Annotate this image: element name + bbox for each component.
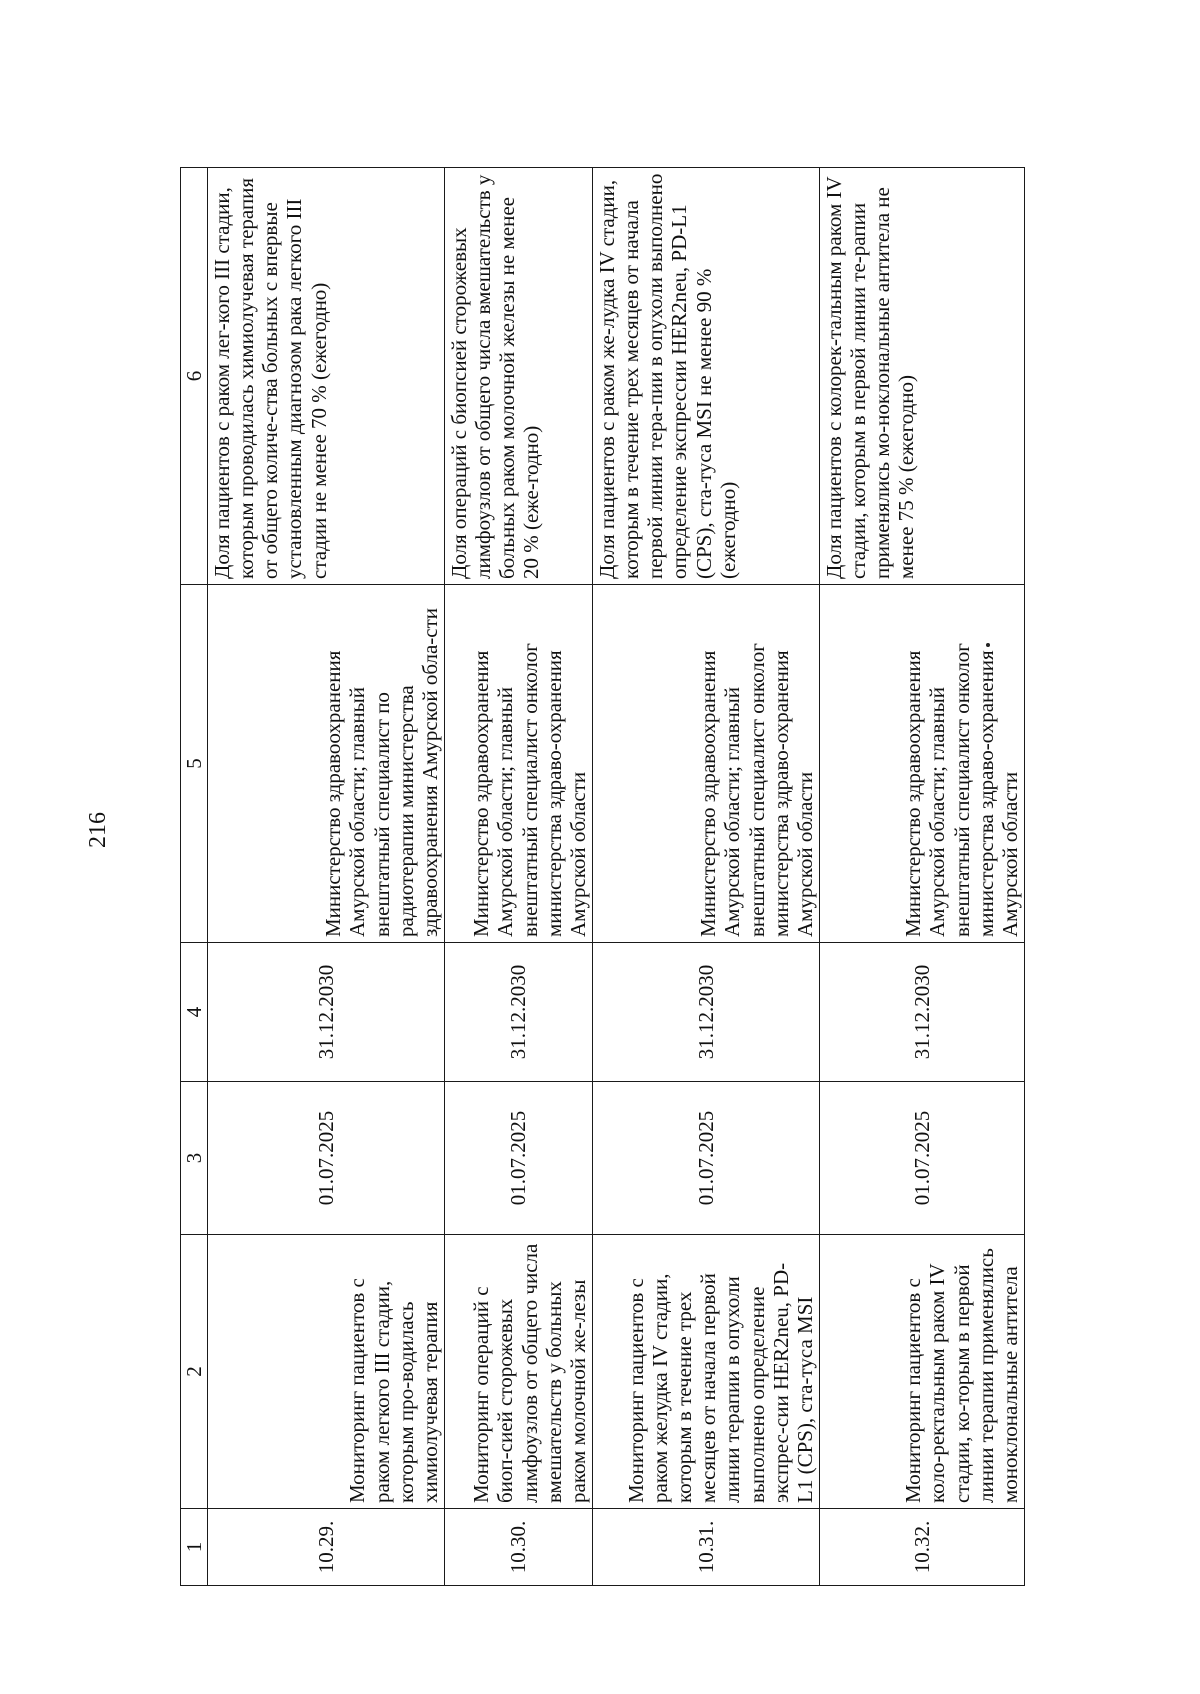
row-number: 10.31. <box>593 1509 820 1586</box>
table-row <box>445 168 593 1586</box>
end-date: 31.12.2030 <box>208 943 445 1082</box>
responsible-party: Министерство здравоохранения Амурской области; главный внештатный специалист по радиотерапии министерства здравоохранения Амурской обла-сти <box>208 585 445 943</box>
target-indicator: Доля операций с биопсией сторожевых лимфоузлов от общего числа вмешательств у больных раком молочной железы не менее 20 % (еже-годно) <box>445 168 593 585</box>
table-row <box>208 168 445 1586</box>
measure-name: Мониторинг пациентов с раком желудка IV стадии, которым в течение трех месяцев от начала первой линии терапии в опухоли выполнено определение экспрес-сии HER2neu, PD-L1 (CPS), ста-туса MSI <box>593 1235 820 1509</box>
header-cell: 1 <box>181 1509 208 1586</box>
end-date: 31.12.2030 <box>445 943 593 1082</box>
target-indicator: Доля пациентов с колорек-тальным раком IV стадии, которым в первой линии те-рапии применялись мо-ноклональные антитела не менее 75 % (ежегодно) <box>820 168 1025 585</box>
row-number: 10.30. <box>445 1509 593 1586</box>
header-cell: 3 <box>181 1082 208 1235</box>
table-header-row <box>181 168 208 1586</box>
header-cell: 2 <box>181 1235 208 1509</box>
header-cell: 6 <box>181 168 208 585</box>
measure-name: Мониторинг пациентов с раком легкого III стадии, которым про-водилась химиолучевая терапия <box>208 1235 445 1509</box>
table-row <box>593 168 820 1586</box>
page-number: 216 <box>85 812 111 848</box>
start-date: 01.07.2025 <box>208 1082 445 1235</box>
end-date: 31.12.2030 <box>820 943 1025 1082</box>
start-date: 01.07.2025 <box>593 1082 820 1235</box>
end-date: 31.12.2030 <box>593 943 820 1082</box>
start-date: 01.07.2025 <box>445 1082 593 1235</box>
header-cell: 4 <box>181 943 208 1082</box>
measure-name: Мониторинг операций с биоп-сией сторожевых лимфоузлов от общего числа вмешательств у больных раком молочной же-лезы <box>445 1235 593 1509</box>
responsible-party: Министерство здравоохранения Амурской области; главный внештатный специалист онколог министерства здраво-охранения Амурской области <box>820 585 1025 943</box>
target-indicator: Доля пациентов с раком же-лудка IV стадии, которым в течение трех месяцев от начала первой линии тера-пии в опухоли выполнено определение экспрессии HER2neu, PD-L1 (CPS), ста-туса MSI не менее 90 % (ежегодно) <box>593 168 820 585</box>
measure-name: Мониторинг пациентов с коло-ректальным раком IV стадии, ко-торым в первой линии терапии применялись моноклональные антитела <box>820 1235 1025 1509</box>
row-number: 10.32. <box>820 1509 1025 1586</box>
target-indicator: Доля пациентов с раком лег-кого III стадии, которым проводилась химиолучевая терапия от общего количе-ства больных с впервые установленным диагнозом рака легкого III стадии не менее 70 % (ежегодно) <box>208 168 445 585</box>
rotated-table-wrapper <box>180 168 1022 1586</box>
responsible-party: Министерство здравоохранения Амурской области; главный внештатный специалист онколог министерства здраво-охранения Амурской области <box>593 585 820 943</box>
header-cell: 5 <box>181 585 208 943</box>
table-row <box>820 168 1025 1586</box>
row-number: 10.29. <box>208 1509 445 1586</box>
measures-table <box>180 167 1025 1586</box>
start-date: 01.07.2025 <box>820 1082 1025 1235</box>
responsible-party: Министерство здравоохранения Амурской области; главный внештатный специалист онколог министерства здраво-охранения Амурской области <box>445 585 593 943</box>
